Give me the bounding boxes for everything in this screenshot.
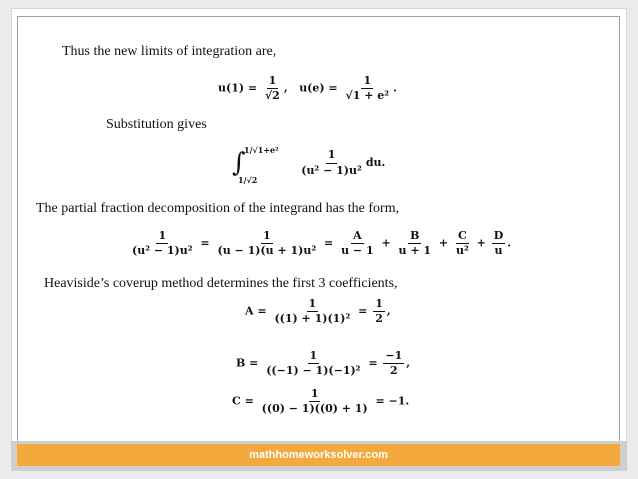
integral-upper-limit: 1/√1+e²	[244, 145, 279, 155]
text-partial-fraction: The partial fraction decomposition of the integrand has the form,	[36, 201, 400, 216]
text-new-limits: Thus the new limits of integration are,	[62, 44, 277, 59]
text-substitution: Substitution gives	[106, 117, 207, 132]
integrand-fraction: $\frac{1}{\text{(u² − 1)u²}}$	[301, 148, 362, 177]
text-heaviside: Heaviside’s coverup method determines the first 3 coefficients,	[44, 276, 398, 291]
equation-A: A = $\frac{1}{\text{((1) + 1)(1)²}}$ = $\frac{1}{2}$ ,	[245, 297, 391, 326]
equation-integral: ∫ 1/√1+e² 1/√2 $\frac{1}{\text{(u² − 1)u²}}$ du.	[232, 145, 386, 185]
equation-partial-fraction: $\frac{1}{\text{(u² − 1)u²}}$ = $\frac{1}{\text{(u − 1)(u + 1)u²}}$ = $\frac{A}{u - 1}$ + $\frac{B}{u + 1}$ + $\frac{C}{\text{u²}}$ + $\frac{D}{u}$ .	[132, 229, 512, 258]
equation-limits: u(1) = $\frac{1}{√2}$ , u(e) = $\frac{1}{\text{√1 + e²}}$ .	[218, 74, 397, 103]
equation-B: B = $\frac{1}{\text{((−1) − 1)(−1)²}}$ = $\frac{-1}{2}$ ,	[236, 349, 411, 378]
ue-fraction: $\frac{1}{\text{√1 + e²}}$	[345, 74, 390, 103]
equation-C: C = $\frac{1}{((0) - 1)((0) + 1)}$ = −1.	[232, 387, 410, 416]
ue-lhs: u(e) =	[299, 81, 338, 95]
u1-lhs: u(1) =	[218, 81, 258, 95]
footer-site-link[interactable]: mathhomeworksolver.com	[17, 444, 620, 466]
u1-fraction: $\frac{1}{√2}$	[264, 74, 280, 103]
integral-symbol: ∫	[232, 148, 246, 178]
integral-lower-limit: 1/√2	[238, 175, 258, 185]
